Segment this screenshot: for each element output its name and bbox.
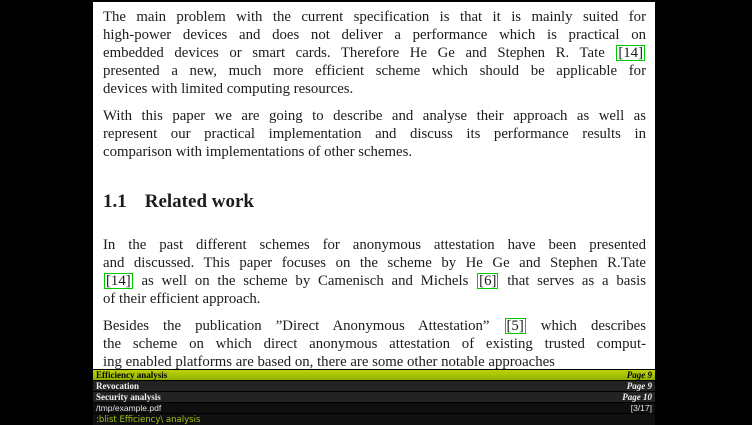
text-line: comparison with implementations of other schemes. [103, 144, 413, 160]
paragraph [103, 107, 646, 161]
text-line: high-power devices and does not deliver a performance which is practical on [103, 27, 646, 43]
text-line: of their efficient approach. [103, 291, 261, 307]
citation-link[interactable]: [5] [506, 318, 524, 334]
text-line: devices with limited computing resources. [103, 81, 354, 97]
text-line: represent our practical implementation and discuss its performance results in [103, 126, 646, 142]
text-line: and discussed. This paper focuses on the scheme by He Ge and Stephen R.Tate [103, 255, 646, 271]
citation-link[interactable]: [14] [618, 45, 643, 61]
text-line: The main problem with the current specification is that it is mainly suited for [103, 9, 646, 25]
outline-label: Security analysis [96, 392, 161, 402]
outline-label: Efficiency analysis [96, 370, 168, 380]
text-line: [14] as well on the scheme by Camenisch and Michels [6] that serves as a basis [106, 273, 646, 289]
text-line: ing enabled platforms are based on, there are some other notable approaches [103, 354, 555, 369]
text-line: Besides the publication ”Direct Anonymous Attestation” [5] which describes [103, 318, 647, 334]
status-bar [93, 403, 655, 413]
outline-label: Revocation [96, 381, 139, 391]
outline-list [93, 370, 655, 402]
file-path: /tmp/example.pdf [96, 403, 162, 413]
command-text: :blist Efficiency\ analysis [96, 414, 201, 425]
text-line: the scheme on which direct anonymous attestation of existing trusted comput- [103, 336, 646, 352]
outline-item[interactable] [93, 381, 655, 391]
outline-item[interactable] [93, 392, 655, 402]
paragraph [103, 317, 646, 369]
text-line: With this paper we are going to describe and analyse their approach as well as [103, 108, 646, 124]
page-content [103, 8, 646, 369]
paragraph [103, 236, 646, 308]
outline-page-label: Page 9 [626, 370, 652, 380]
paragraph [103, 8, 646, 98]
text-line: In the past different schemes for anonymous attestation have been presented [103, 237, 646, 253]
text-line: presented a new, much more efficient scheme which should be applicable for [103, 63, 646, 79]
command-line[interactable] [93, 414, 655, 425]
citation-link[interactable]: [14] [106, 273, 131, 289]
section-number: 1.1 [103, 191, 127, 212]
document-page [93, 2, 655, 369]
section-title: Related work [144, 191, 254, 212]
outline-page-label: Page 9 [626, 381, 652, 391]
bottom-panel [93, 370, 655, 425]
outline-item-active[interactable] [93, 370, 655, 380]
section-heading [103, 190, 646, 214]
citation-link[interactable]: [6] [479, 273, 497, 289]
outline-page-label: Page 10 [622, 392, 652, 402]
page-indicator: [3/17] [630, 403, 652, 413]
text-line: embedded devices or smart cards. Therefore He Ge and Stephen R. Tate [14] [103, 45, 643, 61]
